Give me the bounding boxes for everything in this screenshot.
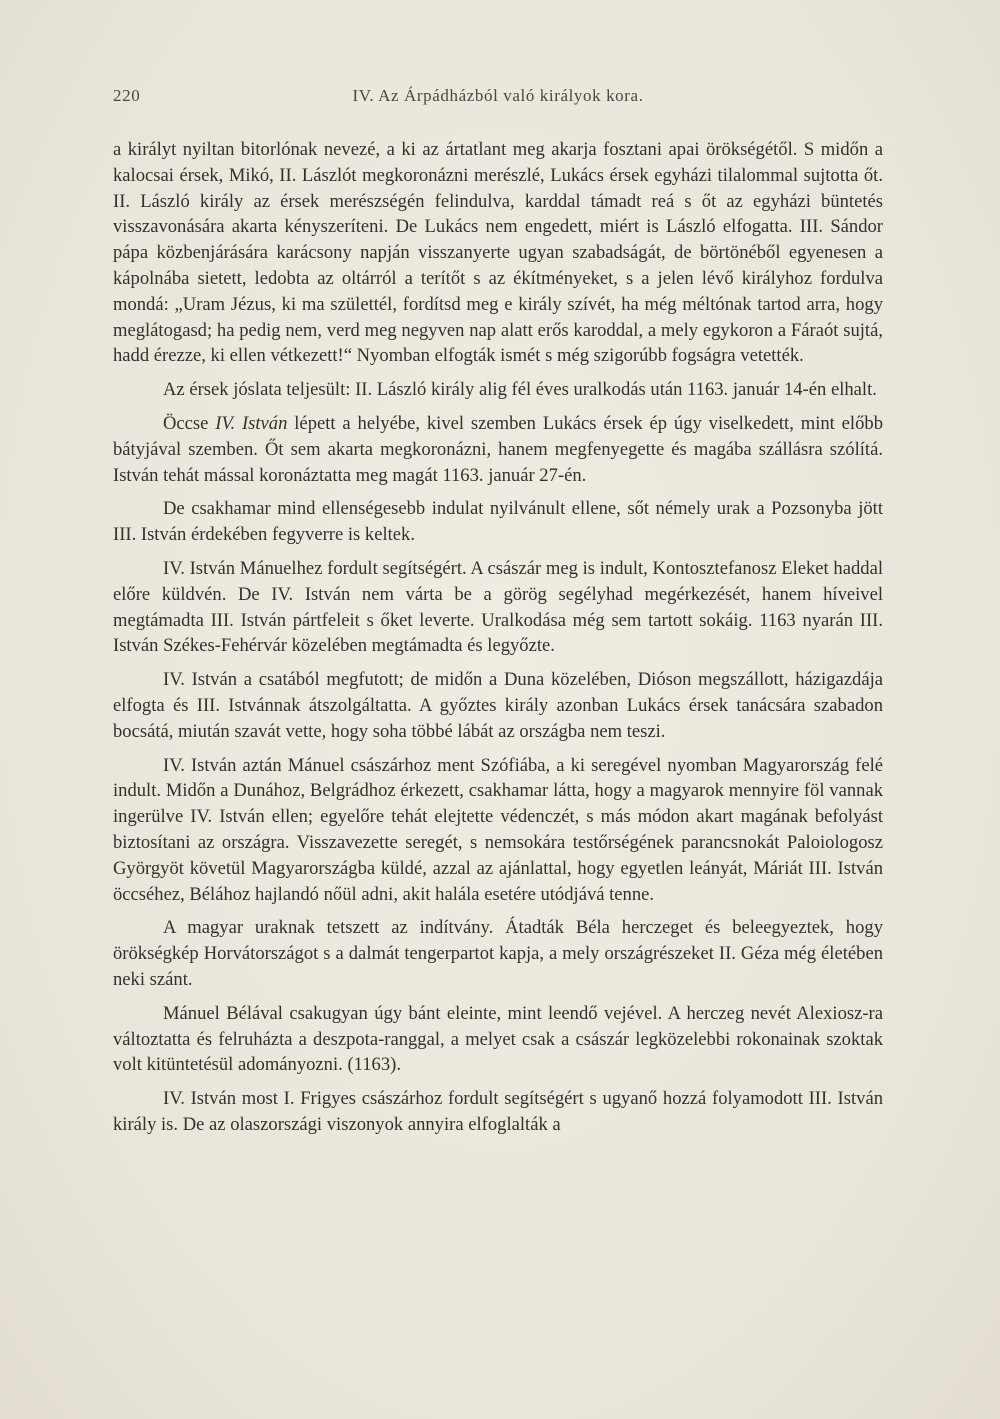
paragraph: a királyt nyiltan bitorlónak nevezé, a ki az ártatlant meg akarja fosztani apai örökségétől. S midőn a kalocsai érsek, Mikó, II. Lászlót megkoronázni merészlé, Lukács érsek egyházi tilalommal sujtotta őt. II. László király az érsek merészségén felindulva, karddal támadt reá s őt az egyházi büntetés visszavonására akarta kényszeríteni. De Lukács nem engedett, miért is László elfogatta. III. Sándor pápa közbenjárására karácsony napján visszanyerte ugyan szabadságát, de börtönéből egyenesen a kápolnába sietett, ledobta az oltárról a terítőt s az ékítményeket, s a jelen lévő királyhoz fordulva mondá: „Uram Jézus, ki ma születtél, fordítsd meg e király szívét, ha még méltónak tartod arra, hogy meglátogasd; ha pedig nem, verd meg negyven nap alatt erős karoddal, a mely egykoron a Fáraót sujtá, hadd érezze, ki ellen vétkezett!“ Nyomban elfogták ismét s még szigorúbb fogságra vetették. xyxy=(113,139,883,367)
body-text xyxy=(113,137,883,1146)
paragraph-lead: Öccse xyxy=(163,412,216,434)
page-header xyxy=(113,86,883,110)
running-title: IV. Az Árpádházból való királyok kora. xyxy=(352,86,644,105)
paragraph: Mánuel Bélával csakugyan úgy bánt eleinte, mint leendő vejével. A herczeg nevét Alexiosz-ra változtatta és felruházta a deszpota-ranggal, a melyet csak a császár legközelebbi rokonainak szoktak volt kitüntetésül adományozni. (1163). xyxy=(113,1002,883,1076)
paragraph-rest: lépett a helyébe, kivel szemben Lukács érsek ép úgy viselkedett, mint előbb bátyjával szemben. Őt sem akarta megkoronázni, hanem megfenyegette és magába szállásra szólítá. István tehát mással koronáztatta meg magát 1163. január 27-én. xyxy=(113,412,883,486)
king-name-italic: IV. István xyxy=(215,412,288,434)
paragraph: IV. István most I. Frigyes császárhoz fordult segítségért s ugyanő hozzá folyamodott III. István király is. De az olaszországi viszonyok annyira elfoglalták a xyxy=(113,1088,883,1135)
paragraph: De csakhamar mind ellenségesebb indulat nyilvánult ellene, sőt némely urak a Pozsonyba jött III. István érdekében fegyverre is keltek. xyxy=(113,498,883,546)
paragraph: A magyar uraknak tetszett az indítvány. Átadták Béla herczeget és beleegyeztek, hogy örökségkép Horvátországot s a dalmát tengerpartot kapja, a mely országrészeket II. Géza még életében neki szánt. xyxy=(113,917,883,990)
paragraph: Az érsek jóslata teljesült: II. László király alig fél éves uralkodás után 1163. január 14-én elhalt. xyxy=(163,379,877,401)
paragraph: IV. István aztán Mánuel császárhoz ment Szófiába, a ki seregével nyomban Magyarország felé indult. Midőn a Dunához, Belgrádhoz érkezett, csakhamar látta, hogy a magyarok mennyire föl vannak ingerülve IV. István ellen; egyelőre tehát elejtette védenczét, s más módon akart magának befolyást biztosítani az országra. Visszavezette seregét, s nemsokára testőrségének parancsnokát Paloiologosz Györgyöt követül Magyarországba küldé, azzal az ajánlattal, hogy egyetlen leányát, Máriát III. István öccséhez, Bélához hajlandó nőül adni, akit halála esetére utódjává tenne. xyxy=(113,754,883,905)
page-number: 220 xyxy=(113,86,141,105)
paragraph xyxy=(113,411,883,488)
paragraph: IV. István Mánuelhez fordult segítségért. A császár meg is indult, Kontosztefanosz Eleket haddal előre küldvén. De IV. István nem várta be a görög segélyhad megérkezését, hanem híveivel megtámadta III. István pártfeleit s őket leverte. Uralkodása még sem tartott sokáig. 1163 nyarán III. István Székes-Fehérvár közelében megtámadta és legyőzte. xyxy=(113,557,883,657)
paragraph: IV. István a csatából megfutott; de midőn a Duna közelében, Dióson megszállott, házigazdája elfogta és III. Istvánnak átszolgáltatta. A győztes király azonban Lukács érsek tanácsára szabadon bocsátá, miután szavát vette, hogy soha többé lábát az országba nem teszi. xyxy=(113,669,883,742)
